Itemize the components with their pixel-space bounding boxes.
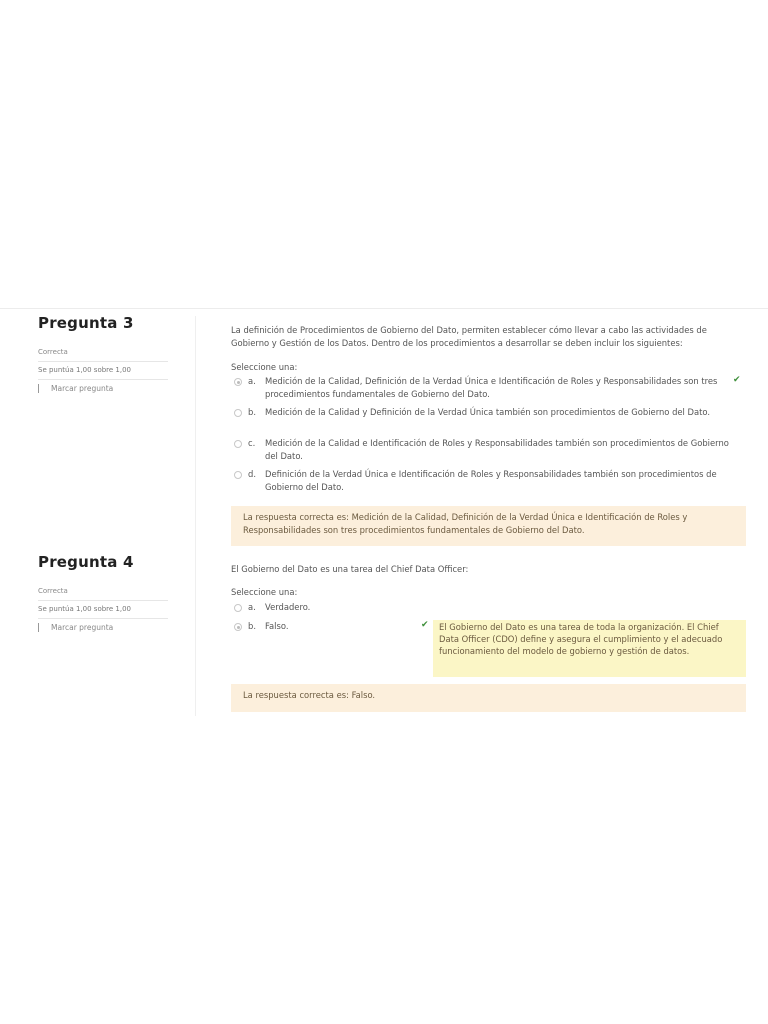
question-3-option-d[interactable]: d. Definición de la Verdad Única e Identificación de Roles y Responsabilidades también son procedimientos de Gobierno del Dato. [234,468,735,493]
option-text: Definición de la Verdad Única e Identificación de Roles y Responsabilidades también son procedimientos de Gobierno del Dato. [265,469,717,492]
question-4-text: El Gobierno del Dato es una tarea del Chief Data Officer: [231,564,469,574]
question-3-option-c[interactable]: c. Medición de la Calidad e Identificación de Roles y Responsabilidades también son procedimientos de Gobierno del Dato. [234,437,735,462]
divider [0,308,768,309]
question-3-right-answer: La respuesta correcta es: Medición de la Calidad, Definición de la Verdad Única e Identificación de Roles y Responsabilidades son tres procedimientos fundamentales de Gobierno del Dato. [231,506,746,546]
divider [38,361,168,362]
divider [195,316,196,716]
check-icon: ✔ [733,375,741,385]
question-4-title: Pregunta 4 [38,553,134,571]
question-4-state: Correcta [38,587,68,595]
divider [38,379,168,380]
radio-button[interactable] [234,378,242,386]
question-3-title: Pregunta 3 [38,314,134,332]
question-3-state: Correcta [38,348,68,356]
divider [38,618,168,619]
option-text: Medición de la Calidad y Definición de la Verdad Única también son procedimientos de Gobierno del Dato. [265,407,711,417]
radio-button[interactable] [234,409,242,417]
radio-button[interactable] [234,440,242,448]
option-text: Verdadero. [265,602,311,612]
check-icon: ✔ [421,620,429,630]
question-4-prompt: Seleccione una: [231,587,298,597]
question-3-option-b[interactable]: b. Medición de la Calidad y Definición de la Verdad Única también son procedimientos de Gobierno del Dato. [234,406,735,419]
option-text: Medición de la Calidad e Identificación de Roles y Responsabilidades también son procedimientos de Gobierno del Dato. [265,438,729,461]
question-3-text: La definición de Procedimientos de Gobierno del Dato, permiten establecer cómo llevar a cabo las actividades de Gobierno y Gestión de los Datos. Dentro de los procedimientos a desarrollar se deben incluir los siguientes: [231,325,707,348]
quiz-review [0,308,768,718]
radio-button[interactable] [234,604,242,612]
flag-label: Marcar pregunta [51,384,114,393]
question-3-grade: Se puntúa 1,00 sobre 1,00 [38,366,132,374]
flag-question-4-button[interactable] [38,623,113,632]
question-4-right-answer: La respuesta correcta es: Falso. [231,684,746,712]
radio-button[interactable] [234,471,242,479]
flag-icon [38,384,45,393]
question-3-option-a[interactable]: a. Medición de la Calidad, Definición de la Verdad Única e Identificación de Roles y Responsabilidades son tres procedimientos fundamentales de Gobierno del Dato. [234,375,735,400]
option-text: Medición de la Calidad, Definición de la Verdad Única e Identificación de Roles y Responsabilidades son tres procedimientos fundamentales de Gobierno del Dato. [265,376,718,399]
divider [38,600,168,601]
question-4-option-b[interactable]: b. Falso. [234,620,289,633]
radio-button[interactable] [234,623,242,631]
flag-label: Marcar pregunta [51,623,114,632]
question-3-prompt: Seleccione una: [231,362,298,372]
question-4-option-a[interactable]: a. Verdadero. [234,601,310,614]
flag-question-3-button[interactable] [38,384,113,393]
question-4-specific-feedback: El Gobierno del Dato es una tarea de toda la organización. El Chief Data Officer (CDO) define y asegura el cumplimiento y el adecuado funcionamiento del modelo de gobierno y gestión de datos. [433,620,746,677]
flag-icon [38,623,45,632]
question-4-grade: Se puntúa 1,00 sobre 1,00 [38,605,132,613]
option-text: Falso. [265,621,289,631]
